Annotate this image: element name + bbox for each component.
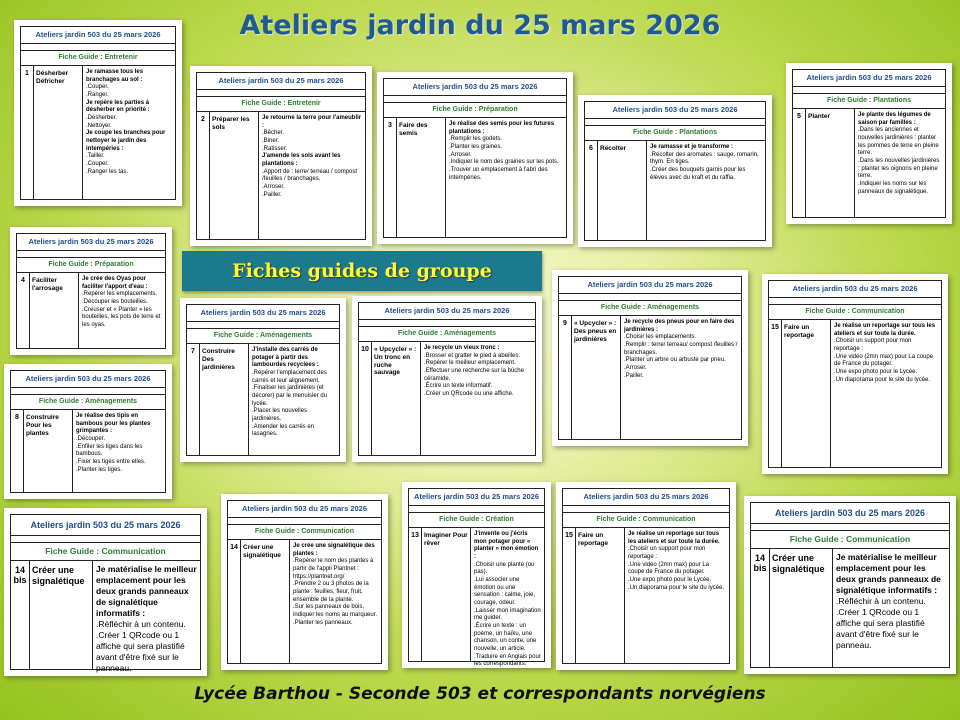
sheet-line: .Enfiler les tiges dans les bambous. bbox=[76, 443, 143, 458]
sheet-spacer bbox=[11, 388, 165, 395]
sheet-header: Ateliers jardin 503 du 25 mars 2026 bbox=[11, 371, 165, 388]
guide-sheet bbox=[4, 508, 207, 676]
sheet-number: 6 bbox=[585, 141, 598, 240]
sheet-action: Faire des semis bbox=[397, 118, 446, 237]
sheet-header: Ateliers jardin 503 du 25 mars 2026 bbox=[197, 73, 365, 90]
sheet-line: .Pailler. bbox=[262, 191, 282, 198]
sheet-spacer bbox=[187, 322, 339, 329]
sheet-body bbox=[793, 109, 945, 217]
sheet-description bbox=[446, 118, 566, 237]
sheet-guide-title: Fiche Guide : Aménagements bbox=[359, 327, 535, 342]
sheet-line: Je retourne la terre pour l'ameublir : bbox=[262, 115, 362, 129]
sheet-line: .Une vidéo (2mn max) pour La coupe de France du potager. bbox=[628, 561, 710, 576]
sheet-header: Ateliers jardin 503 du 25 mars 2026 bbox=[359, 303, 535, 320]
sheet-line: .Arroser. bbox=[624, 365, 647, 372]
sheet-description bbox=[647, 141, 765, 240]
sheet-header: Ateliers jardin 503 du 25 mars 2026 bbox=[751, 503, 949, 524]
sheet-description bbox=[421, 342, 535, 455]
sheet-line: J'amende les sols avant les plantations : bbox=[262, 153, 341, 168]
sheet-line: .Repérer le meilleur emplacement. bbox=[424, 360, 516, 367]
sheet-guide-title: Fiche Guide : Aménagements bbox=[11, 395, 165, 410]
sheet-spacer bbox=[384, 96, 566, 103]
sheet-line: Je plante des légumes de saison par familles : bbox=[858, 112, 931, 126]
sheet-line: .Réfléchir à un contenu. bbox=[96, 619, 186, 630]
sheet-spacer bbox=[11, 536, 200, 543]
sheet-line: .Remplir les godets. bbox=[449, 136, 503, 143]
sheet-line: .Découper les bouteilles. bbox=[82, 299, 148, 306]
sheet-action: Construire Pour les plantes bbox=[24, 410, 73, 492]
sheet-line: Je réalise des tipis en bambous pour les plantes grimpantes : bbox=[76, 413, 151, 435]
sheet-guide-title: Fiche Guide : Préparation bbox=[17, 258, 165, 273]
sheet-body bbox=[384, 118, 566, 237]
sheet-number: 9 bbox=[559, 316, 572, 439]
sheet-number: 10 bbox=[359, 342, 372, 455]
sheet-action: « Upcycler » : Des pneus en jardinières bbox=[572, 316, 621, 439]
sheet-number: 7 bbox=[187, 344, 200, 455]
sheet-body bbox=[359, 342, 535, 455]
sheet-guide-title: Fiche Guide : Communication bbox=[228, 525, 381, 540]
sheet-line: .Créer un QRcode ou une affiche. bbox=[424, 391, 514, 398]
guide-sheet bbox=[10, 227, 172, 355]
sheet-body bbox=[563, 528, 729, 663]
sheet-line: .Désherber. bbox=[86, 115, 118, 122]
sheet-line: Je repère les parties à désherber en priorité : bbox=[86, 99, 150, 114]
sheet-header: Ateliers jardin 503 du 25 mars 2026 bbox=[228, 501, 381, 518]
sheet-guide-title: Fiche Guide : Plantations bbox=[793, 94, 945, 109]
sheet-line: Je crée une signalétique des plantes : bbox=[293, 543, 375, 557]
sheet-line: J'installe des carrés de potager à partir des lambourdes recyclées : bbox=[252, 347, 319, 369]
sheet-number: 15 bbox=[563, 528, 576, 663]
sheet-number: 4 bbox=[17, 273, 30, 348]
sheet-spacer bbox=[197, 90, 365, 97]
sheet-line: .Creuser et « Planter » les bouteilles, les pots de terre et les oyas. bbox=[82, 306, 161, 329]
sheet-line: .Repérer l'emplacement des carrés et leur alignement. bbox=[252, 370, 327, 384]
guide-sheet bbox=[221, 494, 388, 670]
sheet-description bbox=[83, 66, 175, 199]
sheet-description bbox=[73, 410, 165, 492]
sheet-line: .Créer 1 QRcode ou 1 affiche qui sera plastifié avant d'être fixé sur le panneau. bbox=[96, 630, 185, 674]
sheet-line: .Pailler. bbox=[624, 372, 644, 379]
sheet-body bbox=[11, 561, 200, 674]
sheet-number: 14 bis bbox=[11, 561, 30, 669]
page-title: Ateliers jardin du 25 mars 2026 bbox=[239, 10, 721, 41]
sheet-description bbox=[831, 320, 941, 467]
sheet-line: .Écrire un texte : un poème, un haïku, une chanson, un conte, une nouvelle, un article. bbox=[474, 623, 537, 653]
banner bbox=[182, 251, 542, 291]
sheet-line: J'invente ou j'écris mon potager pour « planter » mon émotion : bbox=[474, 531, 539, 561]
sheet-line: Je réalise un reportage sur tous les ateliers et sur toute la durée. bbox=[834, 323, 936, 337]
sheet-spacer bbox=[21, 44, 175, 51]
sheet-line: .Arroser. bbox=[449, 151, 472, 158]
sheet-line: .Créer des bouquets garnis pour les élèves avec du kraft et du raffia. bbox=[650, 167, 746, 181]
sheet-line: .Une vidéo (2mn max) pour La coupe de France du potager. bbox=[834, 353, 934, 368]
sheet-header: Ateliers jardin 503 du 25 mars 2026 bbox=[563, 489, 729, 506]
sheet-body bbox=[11, 410, 165, 492]
guide-sheet bbox=[786, 63, 952, 224]
sheet-action: « Upcycler » : Un tronc en ruche sauvage bbox=[372, 342, 421, 455]
sheet-line: .Brosser et gratter le pied à abeilles. bbox=[424, 352, 521, 359]
sheet-line: .Bêcher. bbox=[262, 130, 285, 137]
sheet-line: .Dans les anciennes et nouvelles jardinières : planter les pommes de terre en pleine terre. bbox=[858, 127, 939, 157]
sheet-line: .Traduire en Anglais pour les correspondants. bbox=[474, 653, 541, 668]
sheet-guide-title: Fiche Guide : Aménagements bbox=[559, 301, 741, 316]
guide-sheet bbox=[14, 20, 182, 206]
sheet-line: Je matérialise le meilleur emplacement pour les deux grands panneaux de signalétique informatifs : bbox=[836, 552, 941, 596]
sheet-line: Je coupe les branches pour nettoyer le jardin des intempéries : bbox=[86, 130, 166, 152]
sheet-header: Ateliers jardin 503 du 25 mars 2026 bbox=[11, 515, 200, 536]
sheet-line: .Ratisser. bbox=[262, 145, 288, 152]
sheet-header: Ateliers jardin 503 du 25 mars 2026 bbox=[17, 234, 165, 251]
sheet-line: .Finaliser les jardinières (et décorer) par le menuisier du lycée. bbox=[252, 385, 328, 407]
sheet-line: .Réfléchir à un contenu. bbox=[836, 596, 926, 607]
sheet-line: .Une expo photo pour le Lycée. bbox=[628, 577, 712, 584]
sheet-action: Récolter bbox=[598, 141, 647, 240]
sheet-line: .Ranger les tas. bbox=[86, 168, 129, 175]
sheet-action: Construire Des jardinières bbox=[200, 344, 249, 455]
sheet-line: .Biner. bbox=[262, 138, 280, 145]
sheet-line: Je crée des Oyas pour faciliter l'apport d'eau : bbox=[82, 276, 148, 290]
sheet-description bbox=[621, 316, 741, 439]
sheet-description bbox=[259, 112, 365, 239]
sheet-guide-title: Fiche Guide : Plantations bbox=[585, 126, 765, 141]
sheet-description bbox=[93, 561, 200, 674]
sheet-body bbox=[751, 549, 949, 667]
sheet-spacer bbox=[359, 320, 535, 327]
guide-sheet bbox=[352, 296, 542, 462]
sheet-body bbox=[197, 112, 365, 239]
sheet-header: Ateliers jardin 503 du 25 mars 2026 bbox=[187, 305, 339, 322]
sheet-description bbox=[249, 344, 339, 455]
sheet-number: 1 bbox=[21, 66, 34, 199]
sheet-action: Faciliter l'arrosage bbox=[30, 273, 79, 348]
guide-sheet bbox=[190, 66, 372, 246]
sheet-line: .Planter les graines. bbox=[449, 144, 503, 151]
sheet-line: .Choisir un support pour mon reportage : bbox=[628, 546, 706, 561]
sheet-action: Faire un reportage bbox=[782, 320, 831, 467]
sheet-line: .Choisir une plante (ou pas). bbox=[474, 561, 535, 576]
sheet-line: Je réalise des semis pour les futures plantations : bbox=[449, 121, 555, 135]
sheet-line: .Nettoyer. bbox=[86, 122, 112, 129]
sheet-spacer bbox=[585, 119, 765, 126]
sheet-line: .Choisir les emplacements. bbox=[624, 334, 697, 341]
sheet-guide-title: Fiche Guide : Préparation bbox=[384, 103, 566, 118]
guide-sheet bbox=[180, 298, 346, 462]
sheet-number: 15 bbox=[769, 320, 782, 467]
sheet-spacer bbox=[17, 251, 165, 258]
sheet-header: Ateliers jardin 503 du 25 mars 2026 bbox=[585, 102, 765, 119]
sheet-header: Ateliers jardin 503 du 25 mars 2026 bbox=[384, 79, 566, 96]
sheet-line: .Écrire un texte informatif. bbox=[424, 383, 493, 390]
sheet-body bbox=[585, 141, 765, 240]
sheet-action: Imaginer Pour rêver bbox=[422, 528, 471, 661]
sheet-description bbox=[79, 273, 165, 348]
sheet-description bbox=[833, 549, 949, 667]
sheet-action: Désherber Défricher bbox=[34, 66, 83, 199]
sheet-number: 5 bbox=[793, 109, 806, 217]
sheet-line: .Planter les panneaux. bbox=[293, 619, 353, 626]
sheet-guide-title: Fiche Guide : Entretenir bbox=[21, 51, 175, 66]
footer-caption: Lycée Barthou - Seconde 503 et correspondants norvégiens bbox=[194, 684, 766, 704]
sheet-line: Je recycle un vieux tronc : bbox=[424, 345, 500, 351]
sheet-guide-title: Fiche Guide : Communication bbox=[769, 305, 941, 320]
guide-sheet bbox=[578, 95, 772, 247]
sheet-guide-title: Fiche Guide : Communication bbox=[11, 543, 200, 561]
sheet-line: .Un diaporama pour le site du lycée. bbox=[628, 584, 725, 591]
sheet-number: 13 bbox=[409, 528, 422, 661]
sheet-line: Je ramasse et je transforme : bbox=[650, 144, 734, 150]
sheet-line: .Arroser. bbox=[262, 184, 285, 191]
sheet-line: Je recycle des pneus pour en faire des jardinières : bbox=[624, 319, 735, 333]
sheet-header: Ateliers jardin 503 du 25 mars 2026 bbox=[793, 70, 945, 87]
sheet-line: .Tailler. bbox=[86, 153, 105, 160]
banner-text: Fiches guides de groupe bbox=[232, 260, 492, 282]
sheet-body bbox=[17, 273, 165, 348]
sheet-line: .Planter les tiges. bbox=[76, 466, 123, 473]
sheet-header: Ateliers jardin 503 du 25 mars 2026 bbox=[769, 281, 941, 298]
sheet-line: .Repérer le nom des plantes à partir de l'appli Plantnet : https://plantnet.org/ bbox=[293, 558, 374, 580]
sheet-line: .Trouver un emplacement à l'abri des intempéries. bbox=[449, 167, 548, 181]
guide-sheet bbox=[552, 270, 748, 446]
sheet-spacer bbox=[751, 524, 949, 531]
sheet-body bbox=[21, 66, 175, 199]
sheet-header: Ateliers jardin 503 du 25 mars 2026 bbox=[21, 27, 175, 44]
sheet-description bbox=[855, 109, 945, 217]
sheet-number: 3 bbox=[384, 118, 397, 237]
sheet-header: Ateliers jardin 503 du 25 mars 2026 bbox=[409, 489, 544, 506]
sheet-action: Créer une signalétique bbox=[770, 549, 833, 667]
guide-sheet bbox=[402, 482, 551, 668]
guide-sheet bbox=[4, 364, 172, 499]
sheet-line: .Indiquer le nom des graines sur les pots. bbox=[449, 159, 559, 166]
sheet-line: .Un diaporama pour le site du lycée. bbox=[834, 376, 931, 383]
sheet-guide-title: Fiche Guide : Entretenir bbox=[197, 97, 365, 112]
sheet-guide-title: Fiche Guide : Communication bbox=[563, 513, 729, 528]
sheet-line: Je ramasse tous les branchages au sol : bbox=[86, 69, 144, 83]
sheet-line: .Créer 1 QRcode ou 1 affiche qui sera plastifié avant d'être fixé sur le panneau. bbox=[836, 607, 925, 651]
sheet-line: .Apport de : terre/ terreau / compost /feuilles / branchages. bbox=[262, 168, 358, 183]
sheet-action: Préparer les sols bbox=[210, 112, 259, 239]
sheet-spacer bbox=[228, 518, 381, 525]
sheet-body bbox=[409, 528, 544, 668]
sheet-line: .Sur les panneaux de bois, indiquer les noms au marqueur. bbox=[293, 604, 378, 619]
sheet-line: .Placer les nouvelles jardinières. bbox=[252, 408, 308, 423]
sheet-action: Planter bbox=[806, 109, 855, 217]
sheet-action: Créer une signalétique bbox=[241, 540, 290, 663]
sheet-spacer bbox=[409, 506, 544, 513]
sheet-header: Ateliers jardin 503 du 25 mars 2026 bbox=[559, 277, 741, 294]
sheet-line: .Repérer les emplacements. bbox=[82, 291, 158, 298]
sheet-line: .Découper. bbox=[76, 436, 106, 443]
sheet-line: .Dans les nouvelles jardinières : planter les oignons en pleine terre. bbox=[858, 158, 940, 180]
sheet-description bbox=[625, 528, 729, 663]
sheet-line: .Indiquer les noms sur les panneaux de signalétique. bbox=[858, 181, 929, 195]
sheet-line: Je matérialise le meilleur emplacement pour les deux grands panneaux de signalétique informatifs : bbox=[96, 564, 197, 619]
sheet-spacer bbox=[559, 294, 741, 301]
sheet-line: .Lui associer une émotion ou une sensation : calme, joie, courage, odeur. bbox=[474, 577, 536, 607]
sheet-line: Je réalise un reportage sur tous les ateliers et sur toute la durée. bbox=[628, 531, 720, 545]
sheet-number: 14 bis bbox=[751, 549, 770, 667]
sheet-line: .Laisser mon imagination me guider. bbox=[474, 607, 541, 622]
sheet-guide-title: Fiche Guide : Aménagements bbox=[187, 329, 339, 344]
guide-sheet bbox=[762, 274, 948, 474]
guide-sheet bbox=[744, 496, 956, 674]
sheet-action: Créer une signalétique bbox=[30, 561, 93, 669]
guide-sheet bbox=[377, 72, 573, 244]
sheet-spacer bbox=[769, 298, 941, 305]
sheet-guide-title: Fiche Guide : Communication bbox=[751, 531, 949, 549]
sheet-spacer bbox=[793, 87, 945, 94]
sheet-line: .Planter un arbre ou arbuste par pneu. bbox=[624, 357, 726, 364]
sheet-description bbox=[471, 528, 544, 668]
sheet-line: .Prendre 2 ou 3 photos de la plante : feuilles, fleur, fruit, ensemble de la plante. bbox=[293, 581, 369, 603]
sheet-body bbox=[559, 316, 741, 439]
sheet-guide-title: Fiche Guide : Création bbox=[409, 513, 544, 528]
sheet-number: 2 bbox=[197, 112, 210, 239]
sheet-body bbox=[187, 344, 339, 455]
sheet-line: .Ranger. bbox=[86, 92, 109, 99]
sheet-line: .Choisir un support pour mon reportage : bbox=[834, 338, 912, 353]
sheet-number: 8 bbox=[11, 410, 24, 492]
sheet-action: Faire un reportage bbox=[576, 528, 625, 663]
guide-sheet bbox=[556, 482, 736, 670]
sheet-line: .Couper. bbox=[86, 161, 109, 168]
sheet-line: .Récolter des aromates : sauge, romarin, thym. En tiges. bbox=[650, 151, 759, 166]
sheet-line: .Une expo photo pour le Lycée. bbox=[834, 369, 918, 376]
sheet-body bbox=[769, 320, 941, 467]
sheet-body bbox=[228, 540, 381, 663]
sheet-line: .Effectuer une recherche sur la bûche céramide. bbox=[424, 368, 524, 382]
sheet-line: .Couper. bbox=[86, 84, 109, 91]
sheet-line: .Amender les carrés en lasagnes. bbox=[252, 423, 315, 438]
sheet-spacer bbox=[563, 506, 729, 513]
sheet-description bbox=[290, 540, 381, 663]
sheet-number: 14 bbox=[228, 540, 241, 663]
sheet-line: .Fixer les tiges entre elles. bbox=[76, 459, 146, 466]
sheet-line: .Remplir : terre/ terreau/ compost /feuilles / branchages. bbox=[624, 342, 738, 356]
